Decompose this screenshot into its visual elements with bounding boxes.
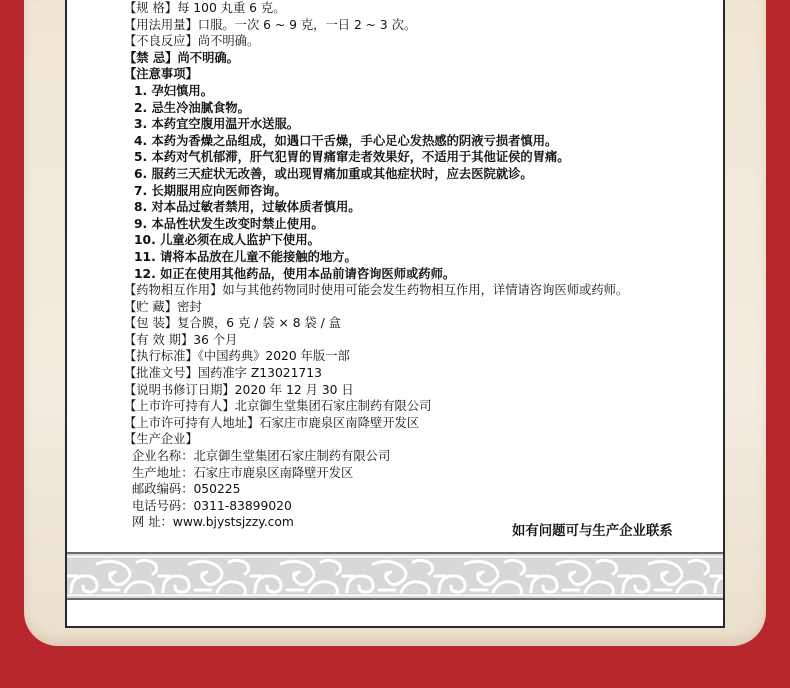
instruction-text bbox=[124, 0, 729, 531]
precaution-item: 6. 服药三天症状无改善，或出现胃痛加重或其他症状时，应去医院就诊。 bbox=[134, 166, 533, 181]
precaution-item: 11. 请将本品放在儿童不能接触的地方。 bbox=[134, 249, 357, 264]
cloud-pattern-icon bbox=[67, 554, 723, 598]
detail-line: 【上市许可持有人】北京御生堂集团石家庄制药有限公司 bbox=[124, 399, 432, 414]
spec-line: 【不良反应】尚不明确。 bbox=[124, 34, 260, 49]
precaution-item: 9. 本品性状发生改变时禁止使用。 bbox=[134, 216, 324, 231]
details-block bbox=[124, 282, 729, 448]
precautions-list bbox=[124, 83, 729, 282]
precaution-item: 10. 儿童必须在成人监护下使用。 bbox=[134, 233, 320, 248]
manufacturer-line: 生产地址：石家庄市鹿泉区南降壁开发区 bbox=[132, 465, 354, 480]
spec-block bbox=[124, 0, 729, 83]
detail-line: 【执行标准】《中国药典》2020 年版一部 bbox=[124, 349, 350, 364]
decorative-pattern-band bbox=[67, 552, 723, 600]
spec-line: 【注意事项】 bbox=[124, 67, 198, 82]
manufacturer-line: 网 址：www.bjystsjzzy.com bbox=[132, 515, 294, 530]
precaution-item: 3. 本药宜空腹用温开水送服。 bbox=[134, 117, 300, 132]
detail-line: 【说明书修订日期】2020 年 12 月 30 日 bbox=[124, 382, 354, 397]
manufacturer-line: 邮政编码：050225 bbox=[132, 482, 241, 497]
spec-line: 【禁 忌】尚不明确。 bbox=[124, 50, 239, 65]
detail-line: 【生产企业】 bbox=[124, 432, 198, 447]
precaution-item: 2. 忌生冷油腻食物。 bbox=[134, 100, 250, 115]
precaution-item: 1. 孕妇慎用。 bbox=[134, 83, 213, 98]
detail-line: 【批准文号】国药准字 Z13021713 bbox=[124, 366, 322, 381]
precaution-item: 5. 本药对气机郁滞，肝气犯胃的胃痛窜走者效果好，不适用于其他证侯的胃痛。 bbox=[134, 150, 570, 165]
contact-note: 如有问题可与生产企业联系 bbox=[512, 524, 673, 539]
precaution-item: 12. 如正在使用其他药品，使用本品前请咨询医师或药师。 bbox=[134, 266, 456, 281]
manufacturer-line: 企业名称：北京御生堂集团石家庄制药有限公司 bbox=[132, 449, 391, 464]
spec-line: 【规 格】每 100 丸重 6 克。 bbox=[124, 1, 286, 15]
precaution-item: 7. 长期服用应向医师咨询。 bbox=[134, 183, 287, 198]
detail-line: 【贮 藏】密封 bbox=[124, 299, 202, 314]
detail-line: 【有 效 期】36 个月 bbox=[124, 332, 238, 347]
precaution-item: 8. 对本品过敏者禁用，过敏体质者慎用。 bbox=[134, 200, 361, 215]
detail-line: 【上市许可持有人地址】石家庄市鹿泉区南降壁开发区 bbox=[124, 415, 420, 430]
manufacturer-info bbox=[124, 448, 729, 531]
precaution-item: 4. 本药为香燥之品组成，如遇口干舌燥，手心足心发热感的阴液亏损者慎用。 bbox=[134, 133, 558, 148]
spec-line: 【用法用量】口服。一次 6 ~ 9 克，一日 2 ~ 3 次。 bbox=[124, 17, 417, 32]
manufacturer-line: 电话号码：0311-83899020 bbox=[132, 498, 292, 513]
detail-line: 【药物相互作用】如与其他药物同时使用可能会发生药物相互作用，详情请咨询医师或药师。 bbox=[124, 283, 629, 298]
detail-line: 【包 装】复合膜，6 克 / 袋 × 8 袋 / 盒 bbox=[124, 316, 341, 331]
